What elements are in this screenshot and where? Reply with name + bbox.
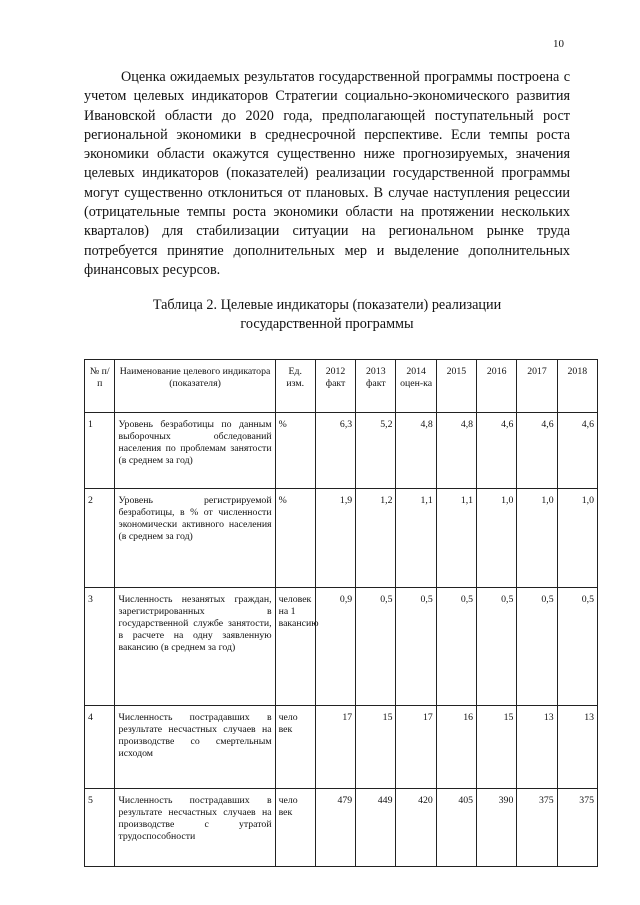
row-value-2014: 17: [396, 706, 436, 789]
header-2013: 2013 факт: [356, 360, 396, 413]
row-value-2014: 1,1: [396, 489, 436, 588]
header-2012: 2012 факт: [315, 360, 355, 413]
row-value-2016: 1,0: [477, 489, 517, 588]
row-value-2012: 479: [315, 789, 355, 867]
row-value-2017: 4,6: [517, 413, 557, 489]
row-value-2017: 1,0: [517, 489, 557, 588]
row-num: 3: [85, 588, 115, 706]
header-2016: 2016: [477, 360, 517, 413]
table-row: [85, 413, 598, 489]
row-num: 1: [85, 413, 115, 489]
row-num: 5: [85, 789, 115, 867]
row-value-2017: 13: [517, 706, 557, 789]
row-value-2012: 0,9: [315, 588, 355, 706]
row-unit: %: [275, 413, 315, 489]
table-row: [85, 489, 598, 588]
table-row: [85, 588, 598, 706]
row-num: 2: [85, 489, 115, 588]
row-value-2013: 1,2: [356, 489, 396, 588]
row-num: 4: [85, 706, 115, 789]
table-caption: [84, 296, 570, 334]
row-value-2013: 5,2: [356, 413, 396, 489]
table-row: [85, 706, 598, 789]
row-unit: %: [275, 489, 315, 588]
body-paragraph: Оценка ожидаемых результатов государственной программы построена с учетом целевых индикаторов Стратегии социально-экономического развития Ивановской области до 2020 года, предполагающей поступательный рост региональной экономики в среднесрочной перспективе. Если темпы роста экономики области окажутся существенно ниже прогнозируемых, значения целевых индикаторов (показателей) реализации государственной программы могут существенно отклониться от плановых. В случае наступления рецессии (отрицательные темпы роста экономики области на протяжении нескольких кварталов) для стабилизации ситуации на региональном рынке труда потребуется принятие дополнительных мер и выделение дополнительных финансовых ресурсов.: [84, 69, 570, 278]
row-name: Уровень регистрируемой безработицы, в % от численности экономически активного населения (в среднем за год): [115, 489, 275, 588]
header-num: № п/п: [85, 360, 115, 413]
row-value-2018: 375: [557, 789, 597, 867]
row-name: Уровень безработицы по данным выборочных обследований населения по проблемам занятости (в среднем за год): [115, 413, 275, 489]
row-value-2017: 375: [517, 789, 557, 867]
row-value-2016: 0,5: [477, 588, 517, 706]
row-value-2018: 4,6: [557, 413, 597, 489]
row-value-2016: 15: [477, 706, 517, 789]
table-caption-line-1: Таблица 2. Целевые индикаторы (показатели) реализации: [152, 297, 502, 313]
row-name: Численность пострадавших в результате несчастных случаев на производстве со смертельным исходом: [115, 706, 275, 789]
row-value-2012: 17: [315, 706, 355, 789]
header-2014: 2014 оцен-ка: [396, 360, 436, 413]
row-value-2015: 4,8: [436, 413, 476, 489]
row-value-2018: 1,0: [557, 489, 597, 588]
row-value-2015: 0,5: [436, 588, 476, 706]
row-value-2012: 6,3: [315, 413, 355, 489]
row-value-2012: 1,9: [315, 489, 355, 588]
row-value-2013: 15: [356, 706, 396, 789]
table-header-row: [85, 360, 598, 413]
row-name: Численность пострадавших в результате несчастных случаев на производстве с утратой трудоспособности: [115, 789, 275, 867]
row-value-2013: 449: [356, 789, 396, 867]
row-value-2013: 0,5: [356, 588, 396, 706]
header-2017: 2017: [517, 360, 557, 413]
row-unit: чело век: [275, 706, 315, 789]
indicators-table: [84, 359, 598, 867]
row-value-2016: 4,6: [477, 413, 517, 489]
row-value-2018: 13: [557, 706, 597, 789]
header-name: Наименование целевого индикатора (показателя): [115, 360, 275, 413]
row-value-2014: 4,8: [396, 413, 436, 489]
row-value-2015: 16: [436, 706, 476, 789]
row-unit: чело век: [275, 789, 315, 867]
row-unit: человек на 1 вакансию: [275, 588, 315, 706]
row-value-2017: 0,5: [517, 588, 557, 706]
row-value-2015: 1,1: [436, 489, 476, 588]
header-2018: 2018: [557, 360, 597, 413]
header-2015: 2015: [436, 360, 476, 413]
row-value-2014: 0,5: [396, 588, 436, 706]
row-value-2018: 0,5: [557, 588, 597, 706]
table-row: [85, 789, 598, 867]
page-number: 10: [553, 38, 564, 50]
row-name: Численность незанятых граждан, зарегистрированных в государственной службе занятости, в расчете на одну заявленную вакансию (в среднем за год): [115, 588, 275, 706]
row-value-2014: 420: [396, 789, 436, 867]
header-unit: Ед. изм.: [275, 360, 315, 413]
row-value-2016: 390: [477, 789, 517, 867]
row-value-2015: 405: [436, 789, 476, 867]
table-caption-line-2: государственной программы: [240, 316, 414, 332]
